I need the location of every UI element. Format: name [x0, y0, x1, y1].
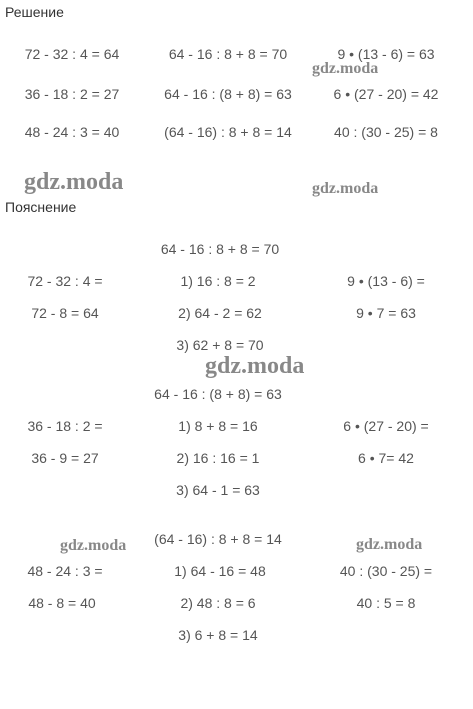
solution-expression: 40 : (30 - 25) = 8: [334, 124, 438, 140]
explanation-step: 40 : 5 = 8: [356, 595, 416, 611]
explanation-step: 72 - 32 : 4 =: [27, 273, 103, 289]
explanation-step: 3) 64 - 1 = 63: [176, 482, 260, 498]
explanation-step: 6 • (27 - 20) =: [343, 418, 429, 434]
explanation-step: 3) 62 + 8 = 70: [176, 337, 264, 353]
solution-expression: 36 - 18 : 2 = 27: [24, 86, 120, 102]
solution-expression: 6 • (27 - 20) = 42: [333, 86, 439, 102]
solution-expression: 64 - 16 : (8 + 8) = 63: [164, 86, 292, 102]
watermark: gdz.moda: [24, 169, 124, 195]
solution-expression: (64 - 16) : 8 + 8 = 14: [164, 124, 292, 140]
explanation-title: 64 - 16 : (8 + 8) = 63: [154, 386, 282, 402]
solution-heading: Решение: [5, 4, 64, 20]
explanation-step: 9 • 7 = 63: [356, 305, 416, 321]
explanation-step: 9 • (13 - 6) =: [347, 273, 425, 289]
explanation-step: 36 - 9 = 27: [31, 450, 99, 466]
explanation-heading: Пояснение: [5, 199, 77, 215]
watermark: gdz.moda: [312, 60, 379, 77]
solution-expression: 9 • (13 - 6) = 63: [337, 46, 435, 62]
solution-expression: 72 - 32 : 4 = 64: [24, 46, 120, 62]
explanation-step: 48 - 24 : 3 =: [27, 563, 103, 579]
watermark: gdz.moda: [312, 180, 379, 197]
explanation-title: 64 - 16 : 8 + 8 = 70: [160, 241, 280, 257]
explanation-step: 48 - 8 = 40: [28, 595, 96, 611]
explanation-step: 36 - 18 : 2 =: [27, 418, 103, 434]
explanation-step: 2) 64 - 2 = 62: [178, 305, 262, 321]
explanation-step: 72 - 8 = 64: [31, 305, 99, 321]
watermark: gdz.moda: [356, 536, 423, 553]
explanation-title: (64 - 16) : 8 + 8 = 14: [154, 531, 282, 547]
explanation-step: 6 • 7= 42: [358, 450, 414, 466]
watermark: gdz.moda: [60, 537, 127, 554]
explanation-step: 1) 64 - 16 = 48: [174, 563, 266, 579]
solution-expression: 64 - 16 : 8 + 8 = 70: [168, 46, 288, 62]
explanation-step: 3) 6 + 8 = 14: [178, 627, 258, 643]
explanation-step: 1) 8 + 8 = 16: [178, 418, 258, 434]
explanation-step: 1) 16 : 8 = 2: [180, 273, 256, 289]
explanation-step: 2) 48 : 8 = 6: [180, 595, 256, 611]
solution-expression: 48 - 24 : 3 = 40: [24, 124, 120, 140]
explanation-step: 2) 16 : 16 = 1: [176, 450, 260, 466]
watermark: gdz.moda: [205, 353, 305, 379]
explanation-step: 40 : (30 - 25) =: [339, 563, 433, 579]
